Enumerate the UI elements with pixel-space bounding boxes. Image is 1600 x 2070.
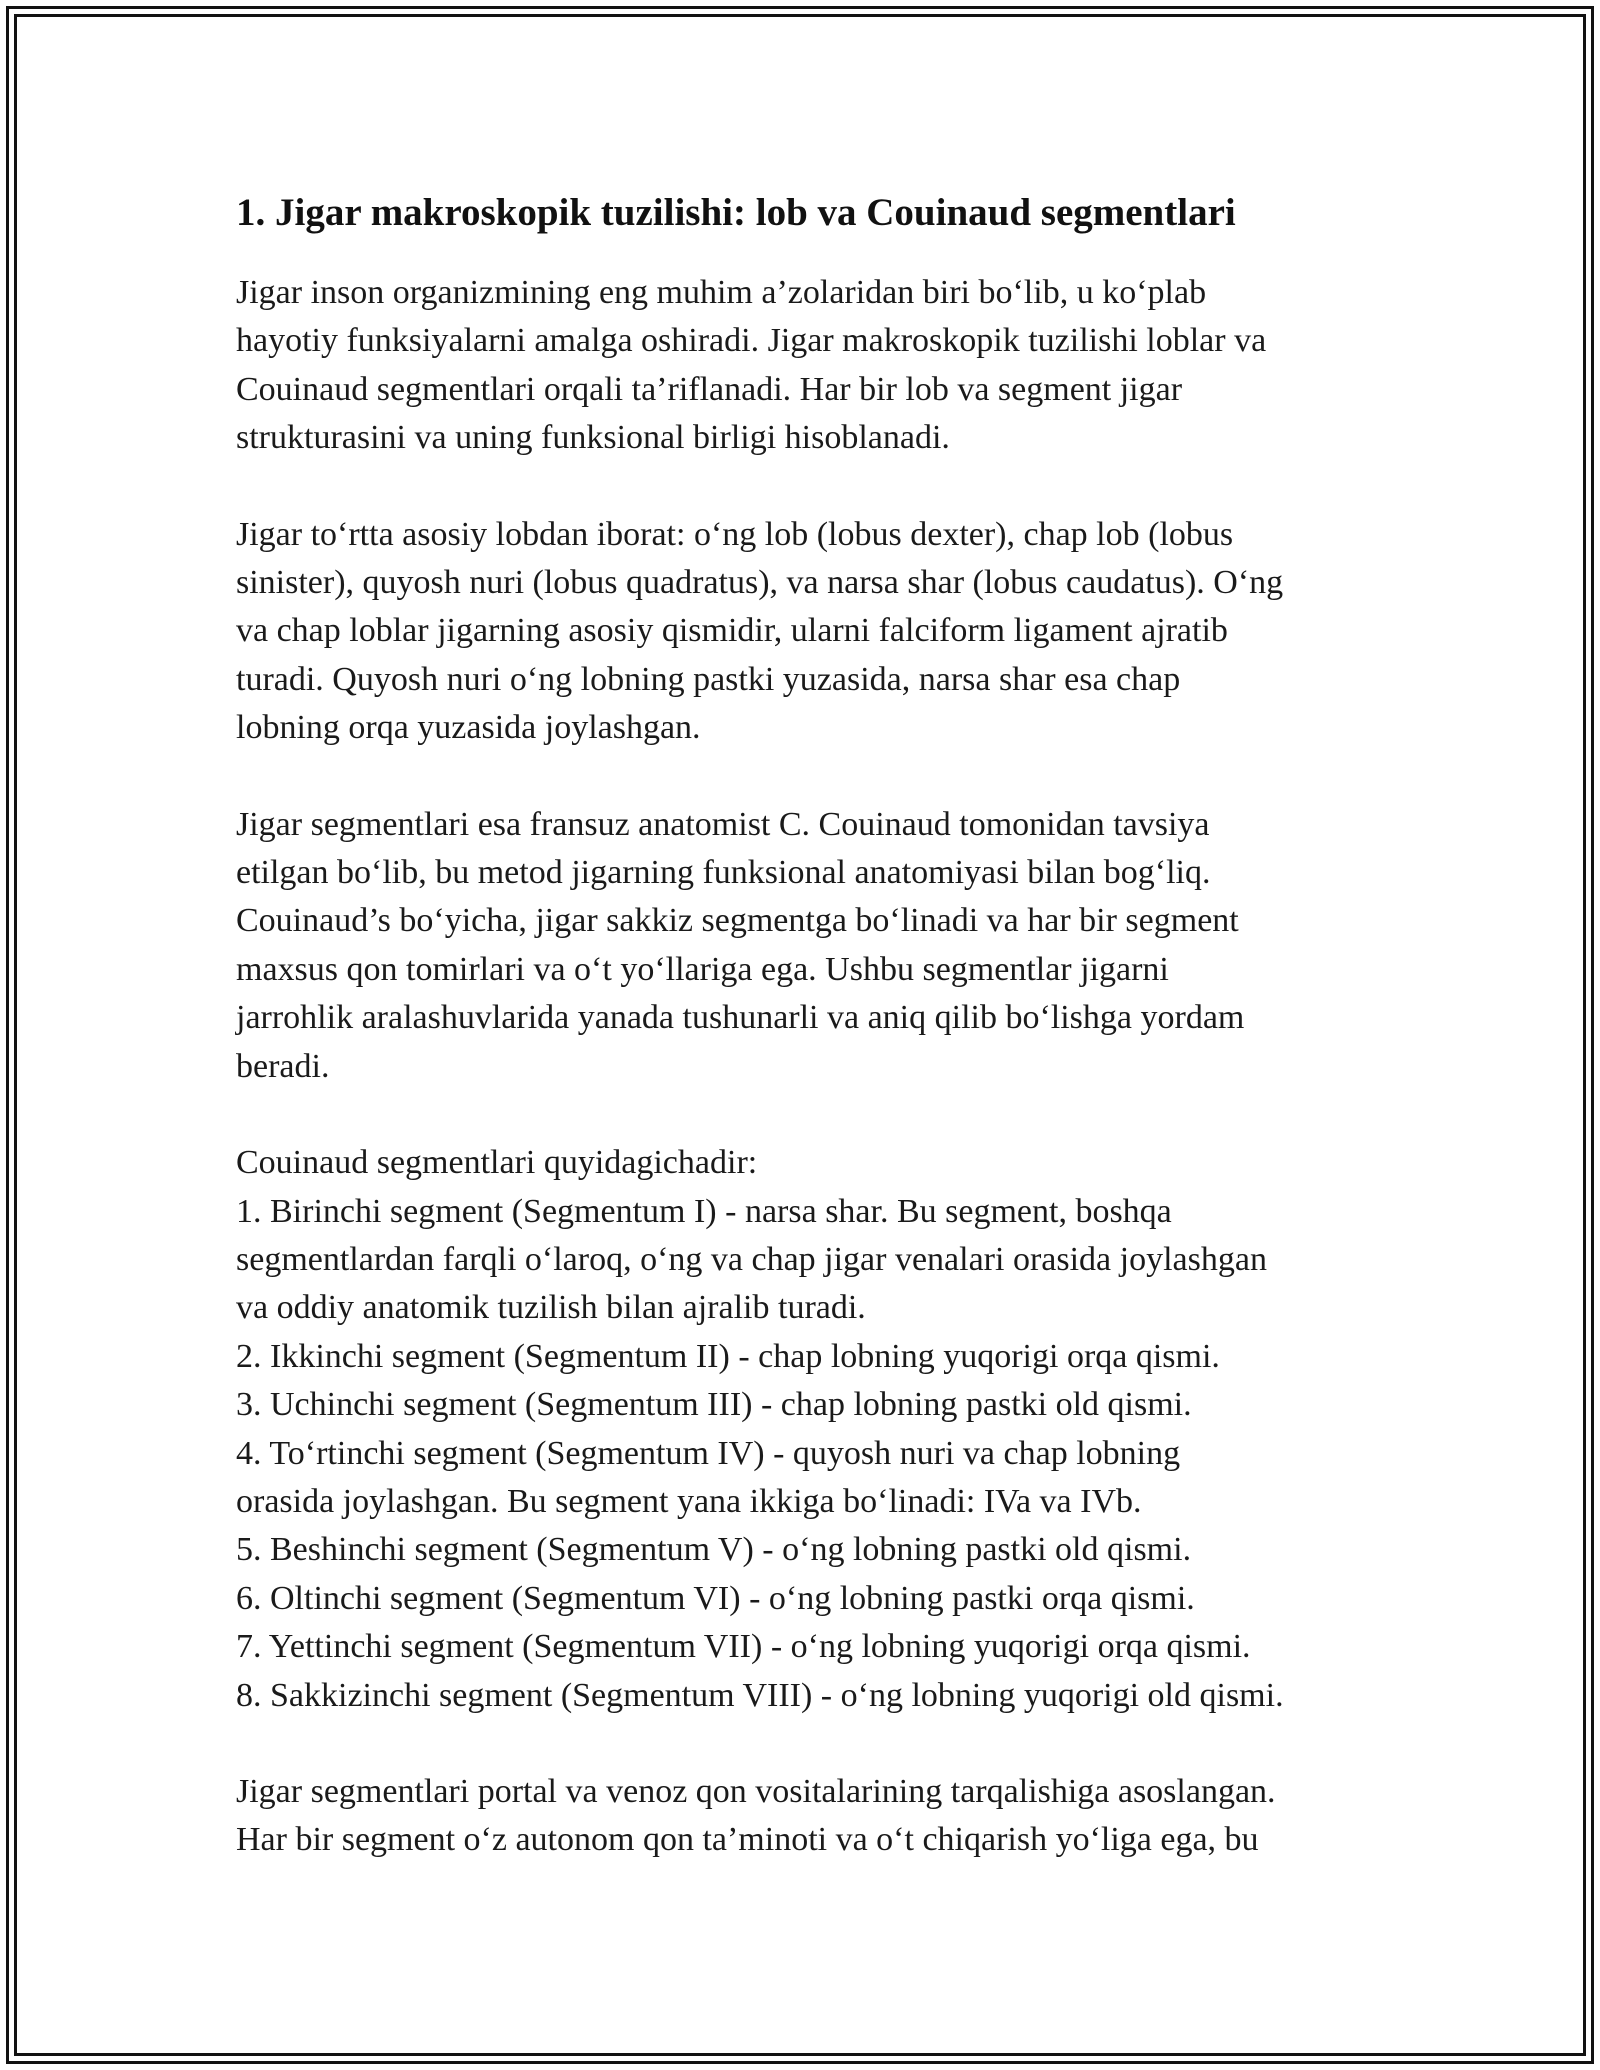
text-line: va chap loblar jigarning asosiy qismidir, ularni falciform ligament ajratib bbox=[236, 612, 1228, 650]
document-body bbox=[236, 183, 1386, 1913]
text-line: Jigar segmentlari portal va venoz qon vositalarining tarqalishiga asoslangan. bbox=[236, 1772, 1276, 1810]
text-line: etilgan bo‘lib, bu metod jigarning funksional anatomiyasi bilan bog‘liq. bbox=[236, 854, 1211, 892]
text-line: strukturasini va uning funksional birligi hisoblanadi. bbox=[236, 419, 950, 457]
paragraph-intro bbox=[236, 269, 1386, 463]
text-line: jarrohlik aralashuvlarida yanada tushunarli va aniq qilib bo‘lishga yordam bbox=[236, 999, 1245, 1037]
segment-list bbox=[236, 1139, 1386, 1720]
text-line: Couinaud segmentlari orqali ta’riflanadi. Har bir lob va segment jigar bbox=[236, 370, 1183, 408]
list-item: 1. Birinchi segment (Segmentum I) - narsa shar. Bu segment, boshqa bbox=[236, 1192, 1172, 1230]
list-intro: Couinaud segmentlari quyidagichadir: bbox=[236, 1144, 758, 1182]
list-item-continuation: orasida joylashgan. Bu segment yana ikkiga bo‘linadi: IVa va IVb. bbox=[236, 1482, 1142, 1520]
text-line: Couinaud’s bo‘yicha, jigar sakkiz segmentga bo‘linadi va har bir segment bbox=[236, 902, 1239, 940]
list-item: 7. Yettinchi segment (Segmentum VII) - o‘ng lobning yuqorigi orqa qismi. bbox=[236, 1628, 1251, 1666]
text-line: lobning orqa yuzasida joylashgan. bbox=[236, 709, 701, 747]
list-item: 6. Oltinchi segment (Segmentum VI) - o‘ng lobning pastki orqa qismi. bbox=[236, 1579, 1195, 1617]
section-heading: 1. Jigar makroskopik tuzilishi: lob va Couinaud segmentlari bbox=[236, 191, 1236, 234]
paragraph-closing bbox=[236, 1768, 1386, 1865]
text-line: Jigar to‘rtta asosiy lobdan iborat: o‘ng lob (lobus dexter), chap lob (lobus bbox=[236, 515, 1234, 553]
list-item-continuation: va oddiy anatomik tuzilish bilan ajralib turadi. bbox=[236, 1289, 866, 1327]
text-line: maxsus qon tomirlari va o‘t yo‘llariga ega. Ushbu segmentlar jigarni bbox=[236, 950, 1169, 988]
list-item: 5. Beshinchi segment (Segmentum V) - o‘ng lobning pastki old qismi. bbox=[236, 1531, 1192, 1569]
text-line: beradi. bbox=[236, 1047, 330, 1085]
list-item-continuation: segmentlardan farqli o‘laroq, o‘ng va chap jigar venalari orasida joylashgan bbox=[236, 1240, 1267, 1278]
text-line: hayotiy funksiyalarni amalga oshiradi. Jigar makroskopik tuzilishi loblar va bbox=[236, 322, 1267, 360]
paragraph-lobes bbox=[236, 511, 1386, 753]
text-line: Jigar segmentlari esa fransuz anatomist C. Couinaud tomonidan tavsiya bbox=[236, 805, 1210, 843]
list-item: 3. Uchinchi segment (Segmentum III) - chap lobning pastki old qismi. bbox=[236, 1386, 1192, 1424]
list-item: 2. Ikkinchi segment (Segmentum II) - chap lobning yuqorigi orqa qismi. bbox=[236, 1337, 1220, 1375]
paragraph-segments-intro bbox=[236, 801, 1386, 1091]
list-item: 8. Sakkizinchi segment (Segmentum VIII) - o‘ng lobning yuqorigi old qismi. bbox=[236, 1676, 1284, 1714]
list-item: 4. To‘rtinchi segment (Segmentum IV) - quyosh nuri va chap lobning bbox=[236, 1434, 1181, 1472]
text-line: sinister), quyosh nuri (lobus quadratus), va narsa shar (lobus caudatus). O‘ng bbox=[236, 564, 1284, 602]
text-line: Har bir segment o‘z autonom qon ta’minoti va o‘t chiqarish yo‘liga ega, bu bbox=[236, 1821, 1259, 1859]
text-line: Jigar inson organizmining eng muhim a’zolaridan biri bo‘lib, u ko‘plab bbox=[236, 274, 1207, 311]
text-line: turadi. Quyosh nuri o‘ng lobning pastki yuzasida, narsa shar esa chap bbox=[236, 660, 1181, 698]
